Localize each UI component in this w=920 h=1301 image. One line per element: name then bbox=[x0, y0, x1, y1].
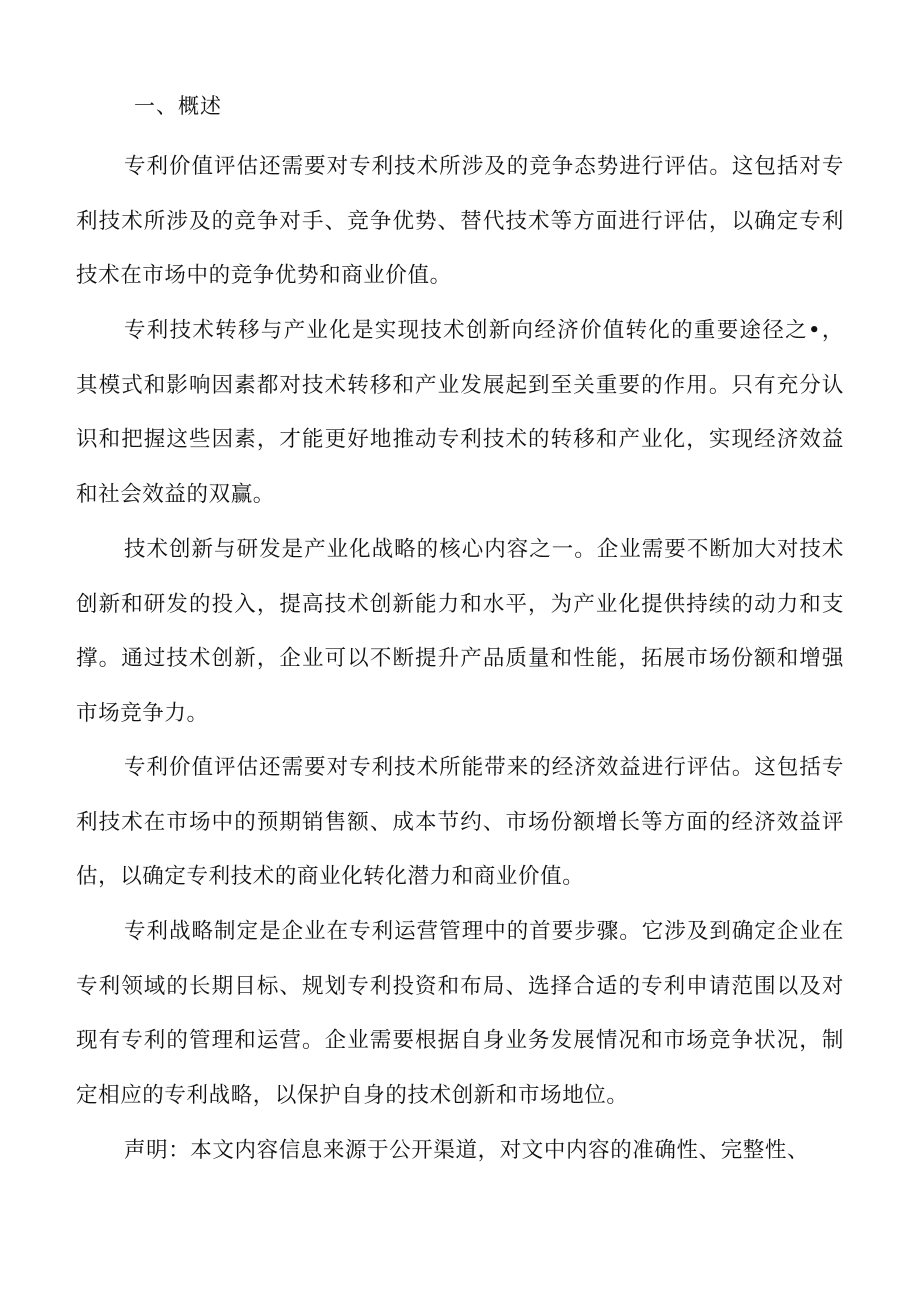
paragraph-disclaimer: 声明：本文内容信息来源于公开渠道，对文中内容的准确性、完整性、 bbox=[124, 1138, 810, 1163]
paragraph-patent-strategy: 专利战略制定是企业在专利运营管理中的首要步骤。它涉及到确定企业在专利领域的长期目标、规划专利投资和布局、选择合适的专利申请范围以及对现有专利的管理和运营。企业需要根据自身业务发展情况和市场竞争状况，制定相应的专利战略，以保护自身的技术创新和市场地位。 bbox=[76, 919, 844, 1108]
paragraph-competition: 专利价值评估还需要对专利技术所涉及的竞争态势进行评估。这包括对专利技术所涉及的竞争对手、竞争优势、替代技术等方面进行评估，以确定专利技术在市场中的竞争优势和商业价值。 bbox=[76, 154, 844, 288]
paragraph-innovation-rnd: 技术创新与研发是产业化战略的核心内容之一。企业需要不断加大对技术创新和研发的投入，提高技术创新能力和水平，为产业化提供持续的动力和支撑。通过技术创新，企业可以不断提升产品质量和性能，拓展市场份额和增强市场竞争力。 bbox=[76, 537, 844, 726]
section-heading: 一、概述 bbox=[134, 94, 222, 118]
paragraph-technology-transfer: 专利技术转移与产业化是实现技术创新向经济价值转化的重要途径之•，其模式和影响因素都对技术转移和产业发展起到至关重要的作用。只有充分认识和把握这些因素，才能更好地推动专利技术的转移和产业化，实现经济效益和社会效益的双赢。 bbox=[76, 318, 844, 507]
paragraph-economic-benefit: 专利价值评估还需要对专利技术所能带来的经济效益进行评估。这包括专利技术在市场中的预期销售额、成本节约、市场份额增长等方面的经济效益评估，以确定专利技术的商业化转化潜力和商业价值。 bbox=[76, 755, 844, 889]
